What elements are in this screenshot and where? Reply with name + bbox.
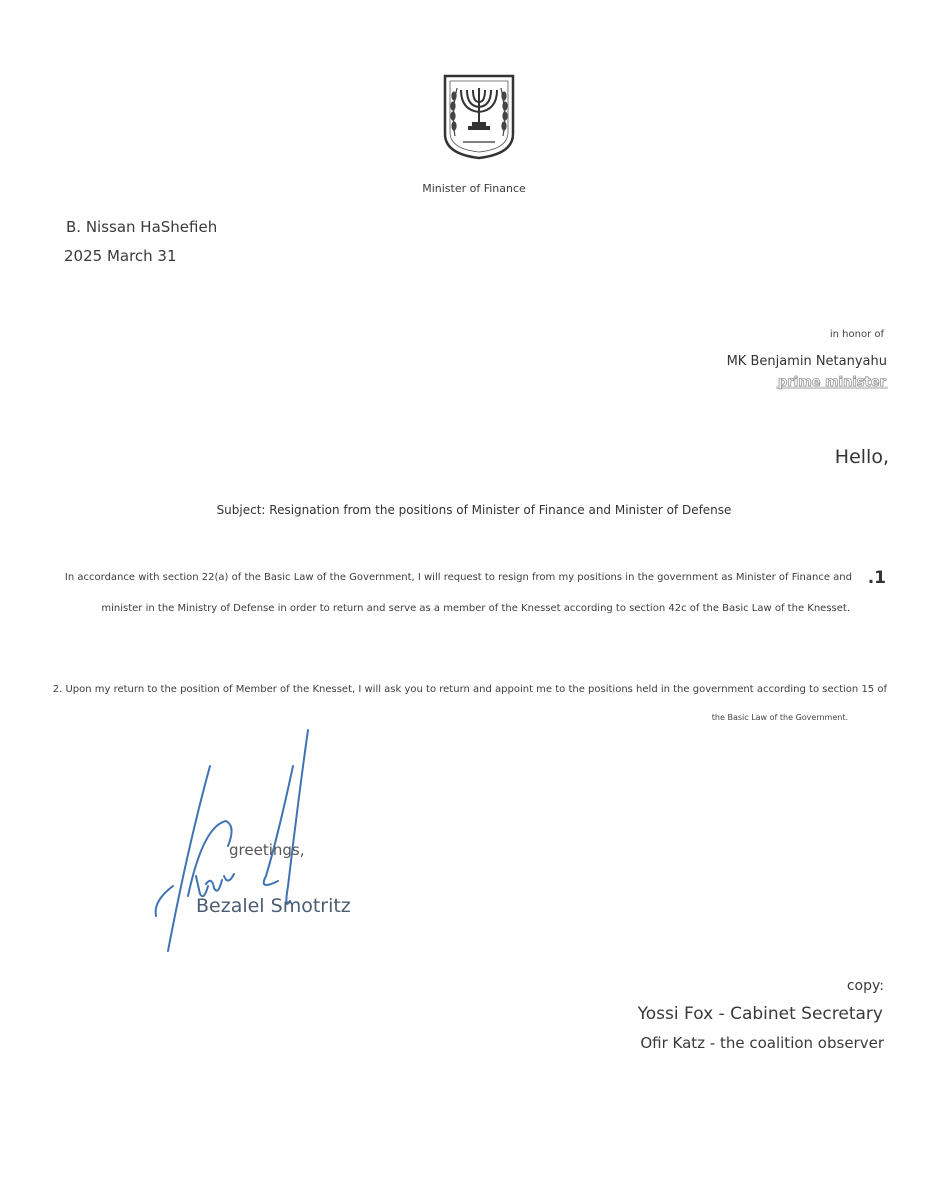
copy-recipient: Ofir Katz - the coalition observer [640,1034,884,1052]
date-gregorian: 2025 March 31 [64,247,177,265]
recipient-name: MK Benjamin Netanyahu [726,354,887,369]
paragraph-2-line-2: the Basic Law of the Government. [711,713,848,722]
closing-greeting: greetings, [229,841,305,859]
paragraph-1-line-1: In accordance with section 22(a) of the Basic Law of the Government, I will request to resign from my positions in the government as Minister of Finance and [64,572,852,583]
copy-recipient: Yossi Fox - Cabinet Secretary [637,1004,883,1024]
paragraph-1-line-2: minister in the Ministry of Defense in order to return and serve as a member of the Knesset according to section 42c of the Basic Law of the Knesset. [101,603,850,614]
greeting: Hello, [834,446,889,468]
ministry-title: Minister of Finance [422,182,526,195]
paragraph-1-number: .1 [867,568,886,588]
salutation-line: in honor of [829,329,884,340]
date-hebrew: B. Nissan HaShefieh [66,218,218,236]
state-emblem-icon [443,74,515,160]
paragraph-2-line-1: 2. Upon my return to the position of Member of the Knesset, I will ask you to return and appoint me to the positions held in the government according to section 15 of [52,684,887,695]
subject-line: Subject: Resignation from the positions of Minister of Finance and Minister of Defense [216,503,732,517]
copy-label: copy: [846,978,884,994]
recipient-title: prime minister [778,375,886,390]
signatory-name: Bezalel Smotritz [196,895,351,917]
